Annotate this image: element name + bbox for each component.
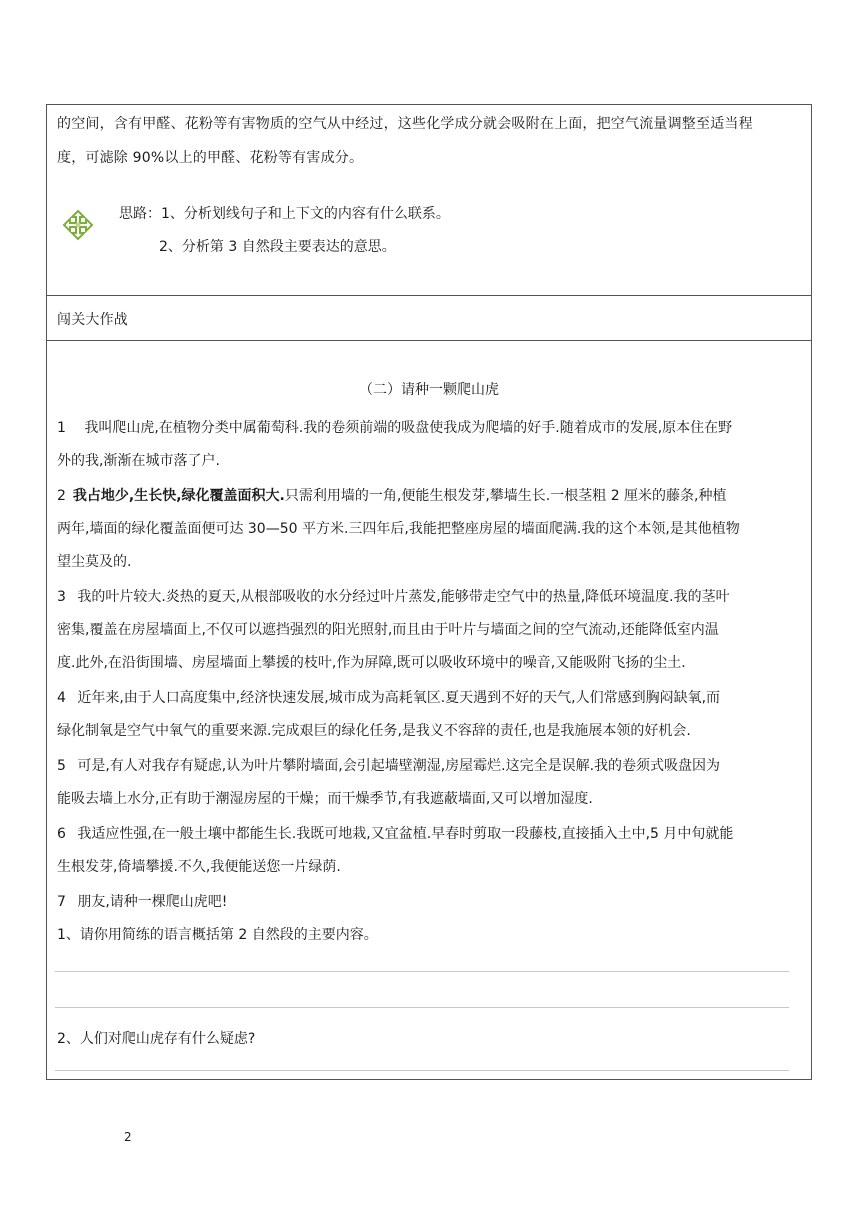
answer-line[interactable]: [55, 971, 789, 972]
paragraph-line: 绿化制氧是空气中氧气的重要来源.完成艰巨的绿化任务,是我义不容辞的责任,也是我施展本领的好机会.: [57, 723, 691, 739]
question-2: 2、人们对爬山虎存有什么疑虑?: [57, 1031, 256, 1047]
reading-section: [47, 341, 811, 1079]
paragraph-line: 度.此外,在沿街围墙、房屋墙面上攀援的枝叶,作为屏障,既可以吸收环境中的噪音,又能吸附飞扬的尘土.: [57, 655, 686, 671]
paragraph-line: 3 我的叶片较大.炎热的夏天,从根部吸收的水分经过叶片蒸发,能够带走空气中的热量,降低环境温度.我的茎叶: [57, 589, 730, 605]
question-1: 1、请你用简练的语言概括第 2 自然段的主要内容。: [57, 927, 378, 943]
paragraph-text: 只需利用墙的一角,便能生根发芽,攀墙生长.一根茎粗 2 厘米的藤条,种植: [284, 488, 727, 504]
section-heading: 闯关大作战: [57, 312, 128, 328]
paragraph-line: 外的我,渐渐在城市落了户.: [57, 453, 220, 469]
text-line: 度，可滤除 90%以上的甲醛、花粉等有害成分。: [57, 150, 364, 166]
paragraph-line: 密集,覆盖在房屋墙面上,不仅可以遮挡强烈的阳光照射,而且由于叶片与墙面之间的空气流动,还能降低室内温: [57, 622, 719, 638]
hint-tip-2: 2、分析第 3 自然段主要表达的意思。: [159, 239, 396, 255]
answer-line[interactable]: [55, 1070, 789, 1071]
paragraph-line: 4 近年来,由于人口高度集中,经济快速发展,城市成为高耗氧区.夏天遇到不好的天气,人们常感到胸闷缺氧,而: [57, 690, 721, 706]
paragraph-line: 5 可是,有人对我存有疑虑,认为叶片攀附墙面,会引起墙壁潮湿,房屋霉烂.这完全是误解.我的卷须式吸盘因为: [57, 758, 721, 774]
paragraph-line: 望尘莫及的.: [57, 554, 132, 570]
underlined-sentence: 我占地少,生长快,绿化覆盖面积大.: [72, 488, 285, 504]
page-number: 2: [124, 1130, 132, 1144]
paragraph-line: 1 我叫爬山虎,在植物分类中属葡萄科.我的卷须前端的吸盘使我成为爬墙的好手.随着成市的发展,原本住在野: [57, 420, 733, 436]
hint-tip-1: 思路：1、分析划线句子和上下文的内容有什么联系。: [119, 206, 450, 222]
paragraph-line: 6 我适应性强,在一般土壤中都能生长.我既可地栽,又宜盆植.早春时剪取一段藤枝,直接插入土中,5 月中旬就能: [57, 826, 734, 842]
hint-section: [47, 105, 811, 296]
paragraph-line: 生根发芽,倚墙攀援.不久,我便能送您一片绿荫.: [57, 859, 341, 875]
answer-line[interactable]: [55, 1007, 789, 1008]
clover-icon: [61, 208, 95, 242]
challenge-header-row: [47, 296, 811, 341]
paragraph-number: 2: [57, 488, 73, 504]
paragraph-line: 能吸去墙上水分,正有助于潮湿房屋的干燥；而干燥季节,有我遮蔽墙面,又可以增加湿度.: [57, 791, 593, 807]
text-line: 的空间，含有甲醛、花粉等有害物质的空气从中经过，这些化学成分就会吸附在上面，把空气流量调整至适当程: [57, 116, 753, 132]
passage-title: （二）请种一颗爬山虎: [359, 382, 499, 398]
paragraph-line: 两年,墙面的绿化覆盖面便可达 30—50 平方米.三四年后,我能把整座房屋的墙面爬满.我的这个本领,是其他植物: [57, 521, 740, 537]
worksheet-table: [46, 104, 812, 1080]
paragraph-line: 7 朋友,请种一棵爬山虎吧!: [57, 894, 228, 910]
paragraph-line: [57, 485, 727, 505]
